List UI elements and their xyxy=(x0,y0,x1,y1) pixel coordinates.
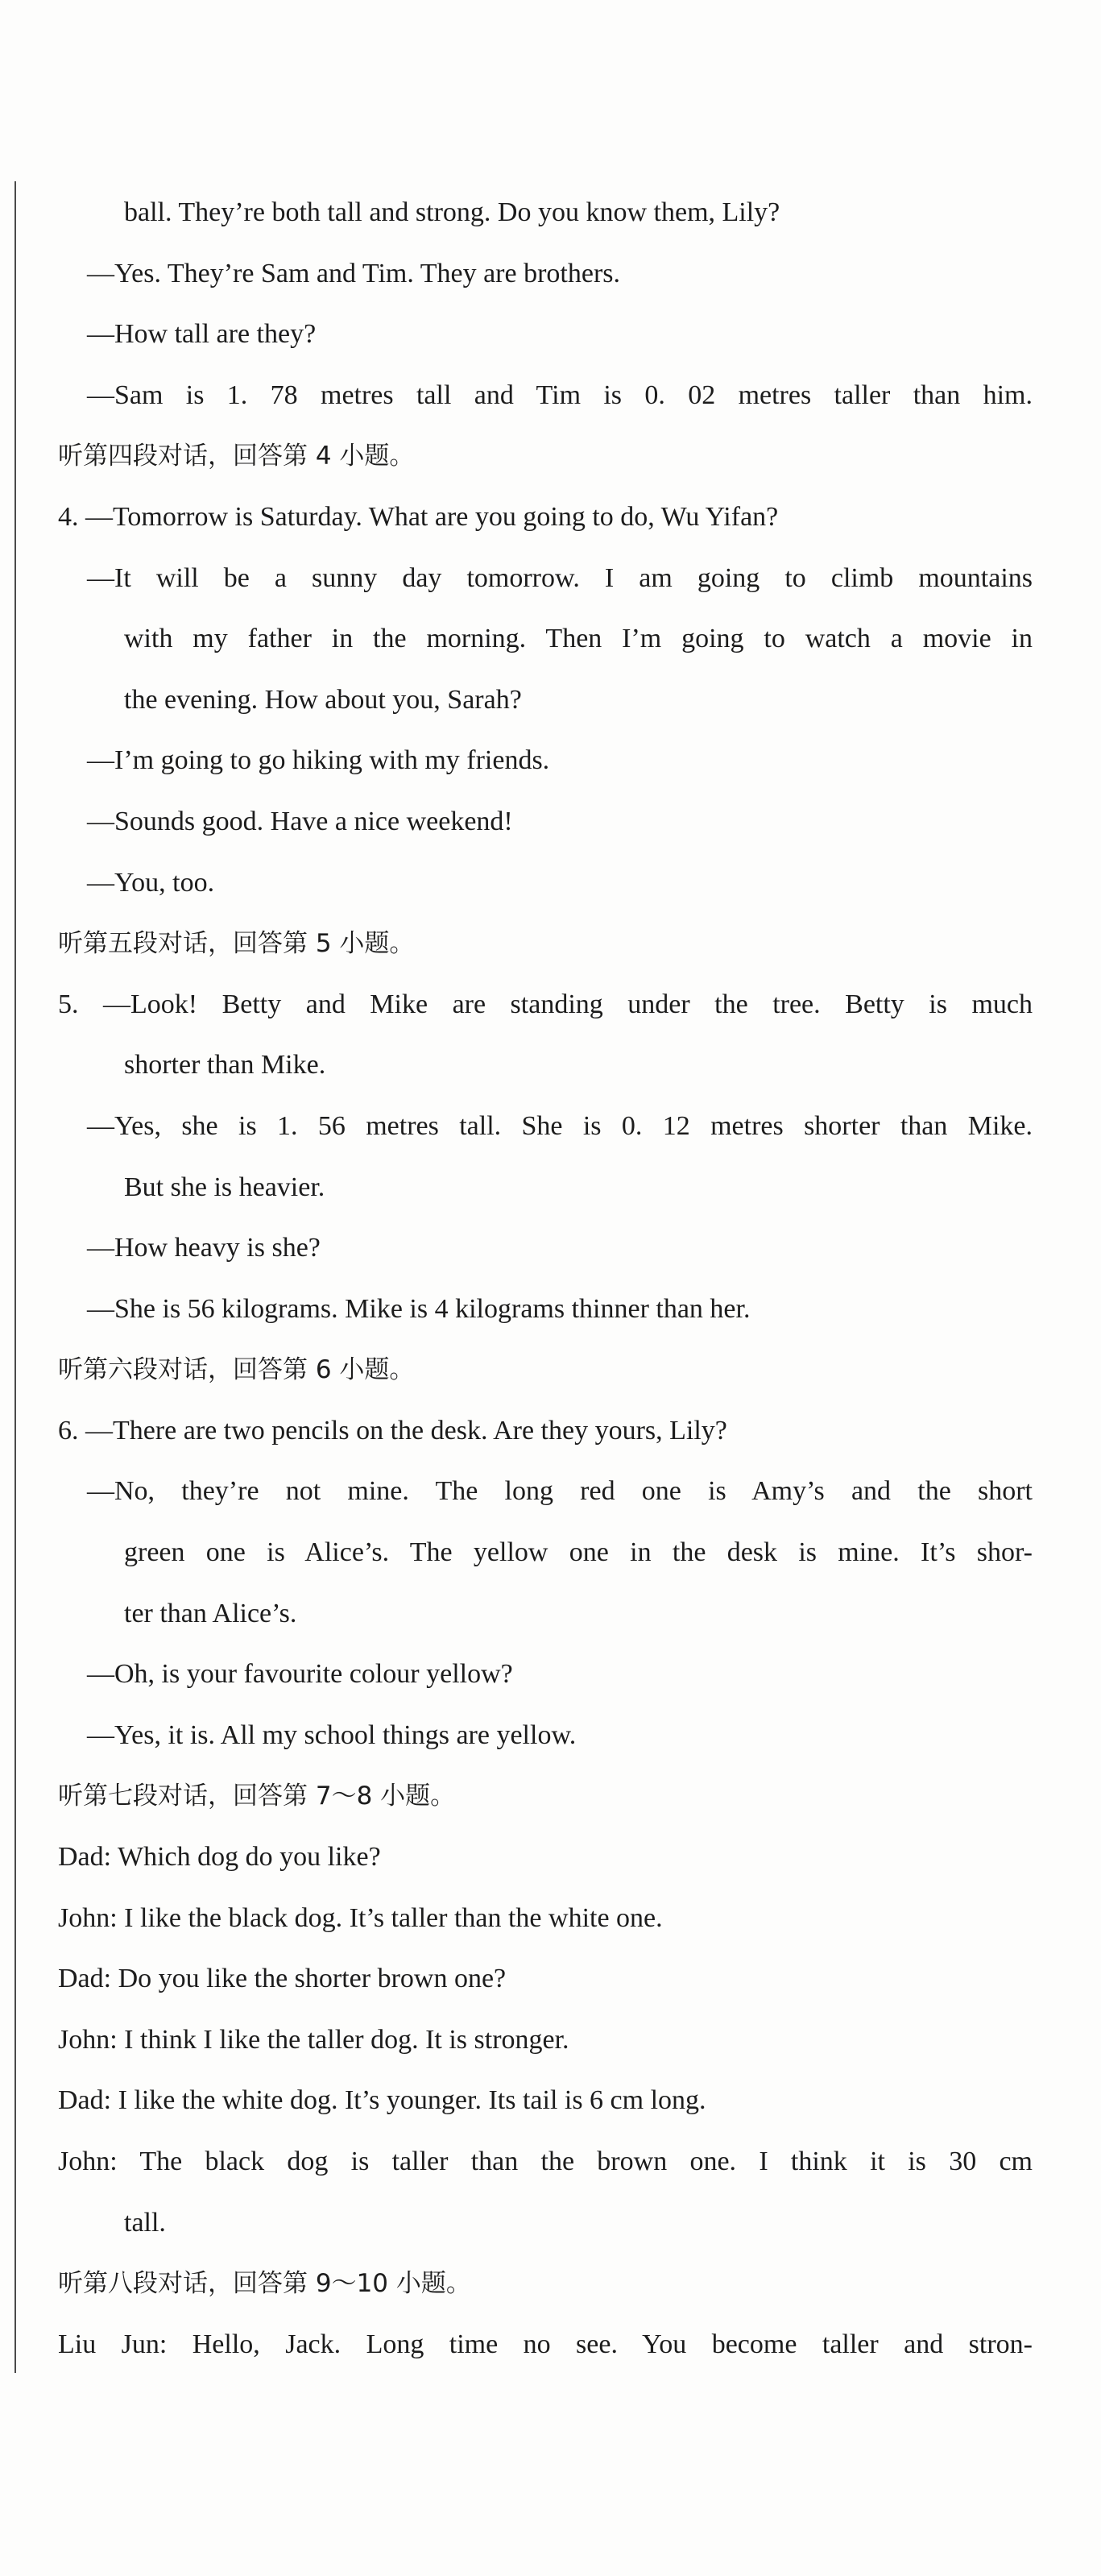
text-line: shorter than Mike. xyxy=(124,1050,326,1081)
section-heading: 听第六段对话，回答第 6 小题。 xyxy=(58,1355,415,1385)
text-line: with my father in the morning. Then I’m going to watch a movie in xyxy=(124,624,1033,654)
section-heading: 听第七段对话，回答第 7～8 小题。 xyxy=(58,1782,456,1811)
text-line: the evening. How about you, Sarah? xyxy=(124,684,522,715)
text-line: —Sam is 1. 78 metres tall and Tim is 0. 02 metres taller than him. xyxy=(87,380,1033,410)
text-line: ball. They’re both tall and strong. Do you know them, Lily? xyxy=(124,197,780,227)
text-line: Dad: Which dog do you like? xyxy=(58,1842,381,1873)
transcript-text xyxy=(58,190,1033,2383)
text-line: Dad: I like the white dog. It’s younger. Its tail is 6 cm long. xyxy=(58,2085,706,2116)
text-line: John: I like the black dog. It’s taller than the white one. xyxy=(58,1902,663,1933)
section-heading: 听第四段对话，回答第 4 小题。 xyxy=(58,442,415,471)
text-line: John: I think I like the taller dog. It is stronger. xyxy=(58,2024,569,2055)
section-heading: 听第八段对话，回答第 9～10 小题。 xyxy=(58,2269,471,2299)
text-line: Liu Jun: Hello, Jack. Long time no see. You become taller and stron- xyxy=(58,2329,1033,2359)
text-line: green one is Alice’s. The yellow one in the desk is mine. It’s shor- xyxy=(124,1537,1033,1568)
text-line: —How tall are they? xyxy=(87,319,317,350)
text-line: —Yes. They’re Sam and Tim. They are brothers. xyxy=(87,258,621,288)
text-line: John: The black dog is taller than the brown one. I think it is 30 cm xyxy=(58,2147,1033,2176)
text-line: ter than Alice’s. xyxy=(124,1598,297,1628)
text-line: 6. —There are two pencils on the desk. Are they yours, Lily? xyxy=(58,1415,727,1446)
text-line: —Yes, it is. All my school things are yellow. xyxy=(87,1719,577,1750)
text-line: —You, too. xyxy=(87,867,215,898)
text-line: —I’m going to go hiking with my friends. xyxy=(87,745,550,776)
text-line: But she is heavier. xyxy=(124,1172,325,1202)
text-line: —Sounds good. Have a nice weekend! xyxy=(87,806,513,836)
text-line: Dad: Do you like the shorter brown one? xyxy=(58,1964,507,1994)
text-line: —Oh, is your favourite colour yellow? xyxy=(87,1659,513,1690)
left-margin-rule xyxy=(14,181,16,2373)
text-line: —Yes, she is 1. 56 metres tall. She is 0. 12 metres shorter than Mike. xyxy=(87,1110,1033,1141)
text-line: —No, they’re not mine. The long red one is Amy’s and the short xyxy=(87,1476,1033,1507)
text-line: —It will be a sunny day tomorrow. I am going to climb mountains xyxy=(87,562,1033,593)
text-line: —How heavy is she? xyxy=(87,1233,321,1263)
text-line: 5. —Look! Betty and Mike are standing under the tree. Betty is much xyxy=(58,989,1033,1019)
text-line: tall. xyxy=(124,2207,166,2238)
text-line: 4. —Tomorrow is Saturday. What are you going to do, Wu Yifan? xyxy=(58,501,779,532)
text-line: —She is 56 kilograms. Mike is 4 kilograms thinner than her. xyxy=(87,1293,751,1324)
section-heading: 听第五段对话，回答第 5 小题。 xyxy=(58,929,415,959)
